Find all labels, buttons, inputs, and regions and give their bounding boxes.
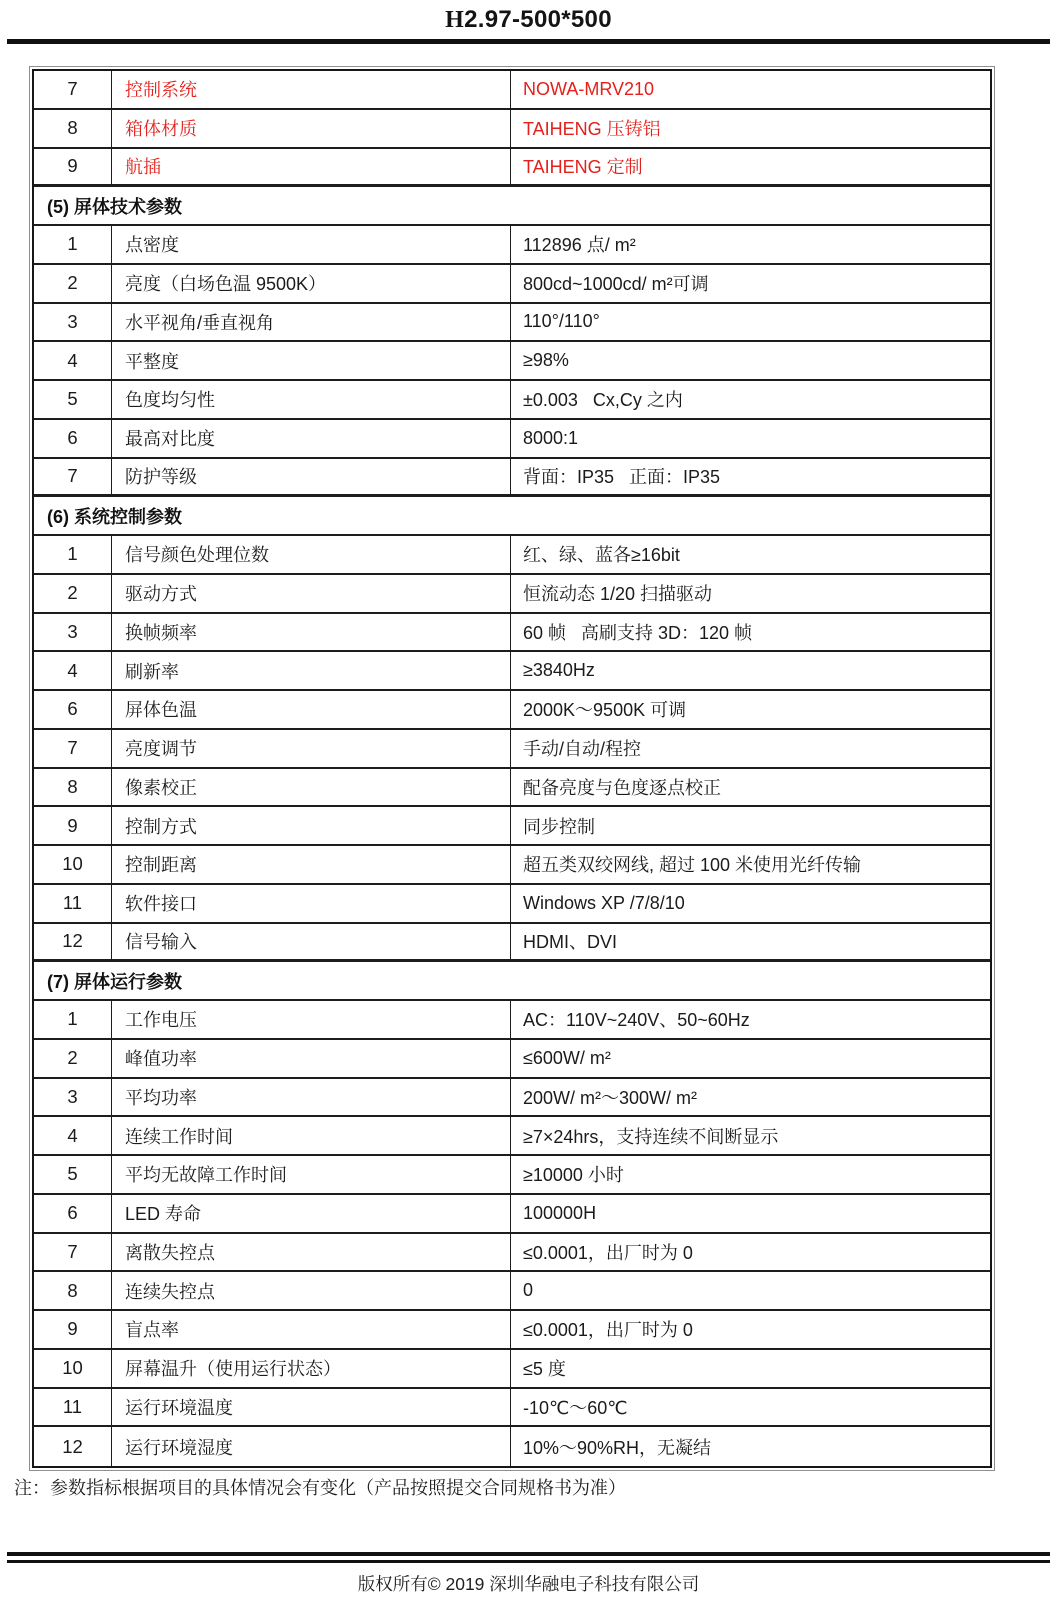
row-number-cell: 6 xyxy=(34,691,112,728)
row-number-cell: 4 xyxy=(34,1117,112,1154)
table-row xyxy=(34,730,990,769)
table-row xyxy=(34,536,990,575)
row-parameter-cell: 离散失控点 xyxy=(112,1234,511,1271)
section-header-row: (6) 系统控制参数 xyxy=(34,497,990,536)
footer-divider-rule-bottom xyxy=(7,1560,1050,1563)
row-value-cell: 112896 点/ m² xyxy=(523,235,636,256)
row-number-cell: 6 xyxy=(34,420,112,457)
row-value-cell: AC：110V~240V、50~60Hz xyxy=(523,1010,750,1031)
footer-divider-rule-top xyxy=(7,1552,1050,1556)
row-number-cell: 3 xyxy=(34,614,112,651)
row-parameter-cell: 色度均匀性 xyxy=(112,381,511,418)
row-parameter-cell: 防护等级 xyxy=(112,459,511,495)
row-value-cell: NOWA-MRV210 xyxy=(523,78,655,99)
row-value-cell: ≤5 度 xyxy=(523,1359,566,1380)
row-number-cell: 7 xyxy=(34,730,112,767)
table-row xyxy=(34,381,990,420)
row-value-cell: 超五类双绞网线, 超过 100 米使用光纤传输 xyxy=(523,855,862,876)
row-value-cell: 10%～90%RH，无凝结 xyxy=(523,1437,712,1458)
table-row xyxy=(34,885,990,924)
table-row xyxy=(34,342,990,381)
row-number-cell: 6 xyxy=(34,1195,112,1232)
row-parameter-cell: 屏幕温升（使用运行状态） xyxy=(112,1350,511,1387)
row-parameter-cell: 控制系统 xyxy=(112,71,511,108)
header-divider-rule xyxy=(7,39,1050,44)
row-value-cell: -10℃～60℃ xyxy=(523,1397,628,1418)
row-number-cell: 4 xyxy=(34,652,112,689)
row-value-cell: TAIHENG 压铸铝 xyxy=(523,119,661,140)
row-parameter-cell: 亮度（白场色温 9500K） xyxy=(112,265,511,302)
table-row xyxy=(34,304,990,343)
row-parameter-cell: 驱动方式 xyxy=(112,575,511,612)
table-row xyxy=(34,1156,990,1195)
row-number-cell: 5 xyxy=(34,1156,112,1193)
row-value-cell: 800cd~1000cd/ m²可调 xyxy=(523,274,709,295)
row-value-cell: 110°/110° xyxy=(523,311,600,332)
table-row xyxy=(34,807,990,846)
row-value-cell: 配备亮度与色度逐点校正 xyxy=(523,777,721,798)
row-number-cell: 10 xyxy=(34,1350,112,1387)
row-parameter-cell: 平整度 xyxy=(112,342,511,379)
table-row xyxy=(34,1350,990,1389)
row-number-cell: 4 xyxy=(34,342,112,379)
table-row xyxy=(34,1001,990,1040)
note-text: 注：参数指标根据项目的具体情况会有变化（产品按照提交合同规格书为准） xyxy=(14,1478,626,1498)
row-parameter-cell: 最高对比度 xyxy=(112,420,511,457)
table-row xyxy=(34,614,990,653)
table-row xyxy=(34,265,990,304)
row-parameter-cell: 点密度 xyxy=(112,226,511,263)
row-number-cell: 12 xyxy=(34,1427,112,1466)
row-parameter-cell: 像素校正 xyxy=(112,769,511,806)
table-row xyxy=(34,1427,990,1466)
row-parameter-cell: 盲点率 xyxy=(112,1311,511,1348)
row-value-cell: ≥98% xyxy=(523,350,569,371)
row-value-cell: TAIHENG 定制 xyxy=(523,157,643,178)
row-parameter-cell: 平均功率 xyxy=(112,1079,511,1116)
row-parameter-cell: 水平视角/垂直视角 xyxy=(112,304,511,341)
table-row xyxy=(34,652,990,691)
table-row xyxy=(34,575,990,614)
row-number-cell: 10 xyxy=(34,846,112,883)
row-number-cell: 7 xyxy=(34,71,112,108)
table-row xyxy=(34,1040,990,1079)
row-value-cell: 100000H xyxy=(523,1202,597,1223)
table-row xyxy=(34,1117,990,1156)
row-value-cell: ≤0.0001，出厂时为 0 xyxy=(523,1242,693,1263)
row-parameter-cell: 平均无故障工作时间 xyxy=(112,1156,511,1193)
row-value-cell: ≤0.0001，出厂时为 0 xyxy=(523,1320,693,1341)
spec-table-body xyxy=(32,69,992,1468)
page-title: H2.97-500*500 xyxy=(445,6,612,33)
row-parameter-cell: 控制距离 xyxy=(112,846,511,883)
row-value-cell: 背面：IP35 正面：IP35 xyxy=(523,467,721,488)
row-number-cell: 7 xyxy=(34,1234,112,1271)
table-row xyxy=(34,459,990,498)
row-parameter-cell: 连续工作时间 xyxy=(112,1117,511,1154)
row-value-cell: 同步控制 xyxy=(523,816,595,837)
row-number-cell: 7 xyxy=(34,459,112,495)
row-parameter-cell: 箱体材质 xyxy=(112,110,511,147)
section-header-row: (7) 屏体运行参数 xyxy=(34,962,990,1001)
table-row xyxy=(34,1079,990,1118)
row-number-cell: 9 xyxy=(34,1311,112,1348)
row-value-cell: ≥7×24hrs，支持连续不间断显示 xyxy=(523,1126,779,1147)
table-row xyxy=(34,1311,990,1350)
table-row xyxy=(34,149,990,188)
row-value-cell: 60 帧 高刷支持 3D：120 帧 xyxy=(523,622,753,643)
table-row xyxy=(34,769,990,808)
row-parameter-cell: 控制方式 xyxy=(112,807,511,844)
row-parameter-cell: 工作电压 xyxy=(112,1001,511,1038)
row-parameter-cell: 信号颜色处理位数 xyxy=(112,536,511,573)
row-number-cell: 2 xyxy=(34,1040,112,1077)
row-value-cell: 200W/ m²～300W/ m² xyxy=(523,1087,698,1108)
row-value-cell: ≤600W/ m² xyxy=(523,1047,611,1068)
row-number-cell: 2 xyxy=(34,575,112,612)
row-parameter-cell: 换帧频率 xyxy=(112,614,511,651)
row-number-cell: 8 xyxy=(34,110,112,147)
section-header-row: (5) 屏体技术参数 xyxy=(34,187,990,226)
table-row xyxy=(34,110,990,149)
row-value-cell: 红、绿、蓝各≥16bit xyxy=(523,545,680,566)
row-value-cell: Windows XP /7/8/10 xyxy=(523,892,685,913)
row-parameter-cell: 运行环境温度 xyxy=(112,1389,511,1426)
row-value-cell: 8000:1 xyxy=(523,427,579,448)
table-row xyxy=(34,924,990,963)
row-number-cell: 1 xyxy=(34,1001,112,1038)
row-number-cell: 2 xyxy=(34,265,112,302)
row-value-cell: ≥10000 小时 xyxy=(523,1165,624,1186)
copyright-text: 版权所有© 2019 深圳华融电子科技有限公司 xyxy=(357,1574,700,1594)
table-row xyxy=(34,1234,990,1273)
row-number-cell: 11 xyxy=(34,1389,112,1426)
table-row xyxy=(34,1195,990,1234)
row-parameter-cell: 连续失控点 xyxy=(112,1272,511,1309)
row-value-cell: ≥3840Hz xyxy=(523,660,595,681)
row-value-cell: 2000K～9500K 可调 xyxy=(523,700,687,721)
row-value-cell: 恒流动态 1/20 扫描驱动 xyxy=(523,584,713,605)
spec-table xyxy=(29,66,995,1471)
row-number-cell: 1 xyxy=(34,536,112,573)
row-number-cell: 3 xyxy=(34,1079,112,1116)
table-row xyxy=(34,1272,990,1311)
row-number-cell: 5 xyxy=(34,381,112,418)
table-row xyxy=(34,691,990,730)
row-parameter-cell: 屏体色温 xyxy=(112,691,511,728)
row-number-cell: 8 xyxy=(34,769,112,806)
table-row xyxy=(34,420,990,459)
row-parameter-cell: 软件接口 xyxy=(112,885,511,922)
row-parameter-cell: LED 寿命 xyxy=(112,1195,511,1232)
row-parameter-cell: 刷新率 xyxy=(112,652,511,689)
row-number-cell: 12 xyxy=(34,924,112,960)
row-number-cell: 9 xyxy=(34,149,112,185)
row-value-cell: 手动/自动/程控 xyxy=(523,739,642,760)
row-parameter-cell: 运行环境湿度 xyxy=(112,1427,511,1466)
table-row xyxy=(34,226,990,265)
row-number-cell: 8 xyxy=(34,1272,112,1309)
row-value-cell: ±0.003 Cx,Cy 之内 xyxy=(523,390,683,411)
row-value-cell: HDMI、DVI xyxy=(523,932,617,953)
table-row xyxy=(34,1389,990,1428)
row-number-cell: 11 xyxy=(34,885,112,922)
row-parameter-cell: 航插 xyxy=(112,149,511,185)
table-row xyxy=(34,71,990,110)
row-parameter-cell: 信号输入 xyxy=(112,924,511,960)
table-row xyxy=(34,846,990,885)
row-number-cell: 3 xyxy=(34,304,112,341)
row-parameter-cell: 峰值功率 xyxy=(112,1040,511,1077)
row-parameter-cell: 亮度调节 xyxy=(112,730,511,767)
row-number-cell: 1 xyxy=(34,226,112,263)
row-number-cell: 9 xyxy=(34,807,112,844)
row-value-cell: 0 xyxy=(523,1280,534,1301)
